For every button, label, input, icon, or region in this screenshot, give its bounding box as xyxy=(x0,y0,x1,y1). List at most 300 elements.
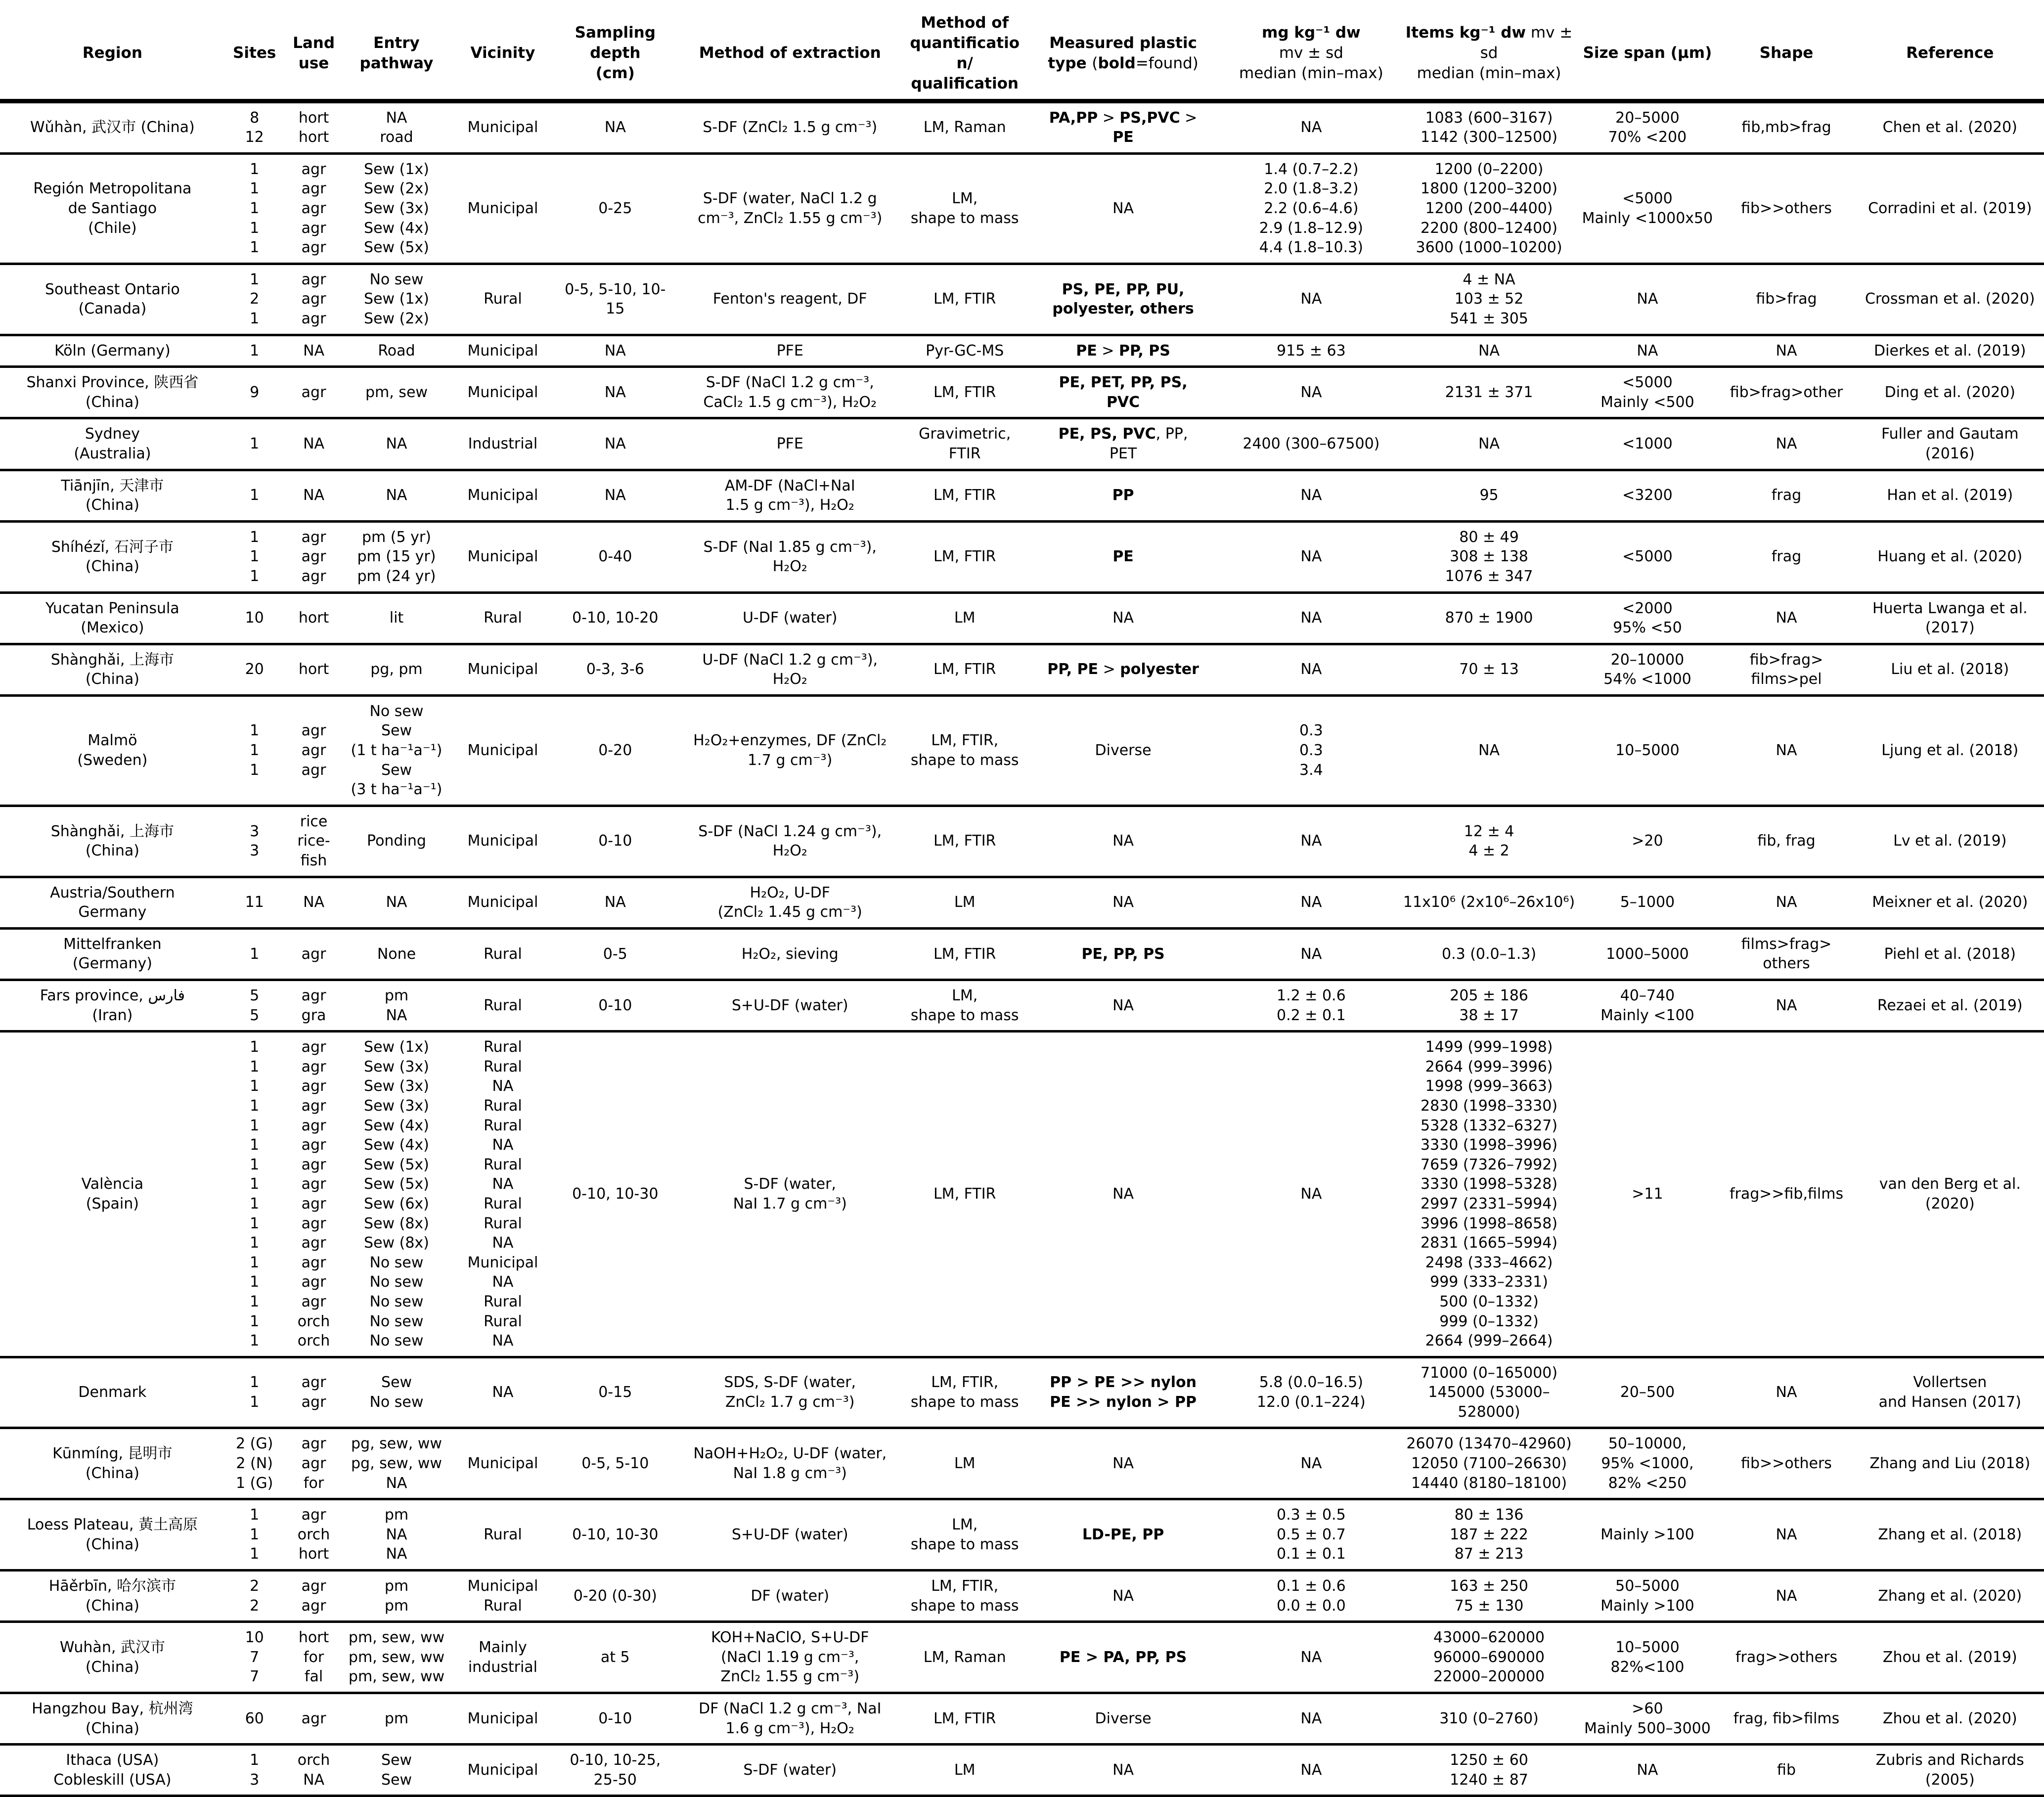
cell-line: 0-20 xyxy=(598,742,632,760)
cell-line: U-DF (NaCl 1.2 g cm⁻³), xyxy=(702,651,878,669)
cell-line: Diverse xyxy=(1095,1709,1152,1727)
cell-line: Rural xyxy=(484,1058,522,1076)
table-row xyxy=(0,367,2044,418)
cell-line: Germany xyxy=(78,903,147,921)
cell-land xyxy=(284,644,344,695)
table-row xyxy=(0,980,2044,1032)
cell-line: pm, sew, ww xyxy=(348,1629,445,1647)
cell-line: agr xyxy=(301,742,326,760)
cell-mg xyxy=(1222,470,1400,521)
cell-line: 1 xyxy=(250,1545,260,1563)
cell-shape xyxy=(1717,806,1856,877)
cell-line: Mainly <1000x50 xyxy=(1582,209,1713,227)
cell-line: 870 ± 1900 xyxy=(1445,609,1533,627)
cell-extraction xyxy=(674,1428,905,1499)
cell-line: Sydney xyxy=(85,425,140,443)
cell-plastic xyxy=(1024,1499,1222,1571)
cell-line: (1 t ha⁻¹a⁻¹) xyxy=(351,742,443,760)
cell-line: Han et al. (2019) xyxy=(1887,487,2013,504)
cell-line: Rural xyxy=(484,1117,522,1134)
cell-line: LM xyxy=(954,609,976,627)
cell-line: 1 xyxy=(250,487,260,504)
header-depth xyxy=(556,0,674,101)
cell-mg xyxy=(1222,264,1400,335)
cell-extraction xyxy=(674,695,905,806)
cell-line: 43000–620000 xyxy=(1433,1629,1545,1647)
cell-vicinity xyxy=(449,153,556,264)
cell-line: <5000 xyxy=(1622,190,1673,208)
cell-line: at 5 xyxy=(600,1648,630,1666)
cell-line: PS, PE, PP, PU, xyxy=(1062,280,1185,298)
bold-text-segment: PE xyxy=(1076,342,1097,359)
cell-line: Yucatan Peninsula xyxy=(45,599,179,617)
cell-line: agr xyxy=(301,548,326,566)
cell-line: Cobleskill (USA) xyxy=(53,1771,172,1789)
cell-vicinity xyxy=(449,644,556,695)
cell-line: pg, sew, ww xyxy=(351,1455,442,1473)
cell-line: 96000–690000 xyxy=(1433,1648,1545,1666)
cell-line: Sampling depth xyxy=(575,24,656,62)
cell-line: NA xyxy=(1300,1455,1322,1473)
header-region xyxy=(0,0,225,101)
cell-line: Mainly <100 xyxy=(1600,1006,1694,1024)
cell-line: hort xyxy=(298,1545,329,1563)
cell-vicinity xyxy=(449,101,556,153)
cell-line: 38 ± 17 xyxy=(1459,1006,1519,1024)
table-header xyxy=(0,0,2044,101)
cell-line: 70 ± 13 xyxy=(1459,661,1519,678)
cell-line: Sew (5x) xyxy=(364,239,429,257)
cell-size xyxy=(1578,1622,1717,1693)
cell-line: Municipal xyxy=(467,119,538,136)
cell-line: Vicinity xyxy=(470,44,535,62)
cell-line: Zhang et al. (2020) xyxy=(1878,1587,2022,1605)
cell-line: 5 xyxy=(250,1006,260,1024)
cell-line: fib, frag xyxy=(1757,832,1816,850)
cell-line: 1 xyxy=(250,567,260,585)
cell-line: 7659 (7326–7992) xyxy=(1421,1156,1558,1173)
table-row xyxy=(0,521,2044,592)
cell-quant xyxy=(905,1499,1024,1571)
cell-line: NA xyxy=(1478,435,1500,453)
cell-line: Fenton's reagent, DF xyxy=(712,290,867,308)
cell-land xyxy=(284,592,344,644)
cell-land xyxy=(284,1357,344,1428)
cell-line: rice xyxy=(300,812,328,830)
cell-extraction xyxy=(674,806,905,877)
cell-line: Shanxi Province, 陕西省 xyxy=(26,374,199,392)
cell-shape xyxy=(1717,1032,1856,1357)
cell-line: shape to mass xyxy=(910,209,1019,227)
cell-line: NA xyxy=(1112,1185,1134,1203)
cell-line: NA xyxy=(1300,1185,1322,1203)
cell-line: 4 ± NA xyxy=(1463,270,1515,288)
cell-line: Method of extraction xyxy=(699,44,881,62)
cell-line: Sew (3x) xyxy=(364,200,429,217)
cell-line: Sew (1x) xyxy=(364,290,429,308)
cell-line: NA xyxy=(1300,487,1322,504)
cell-line: 5–1000 xyxy=(1620,894,1675,911)
bold-text-segment: PA,PP xyxy=(1049,109,1098,127)
cell-line: Huerta Lwanga et al. xyxy=(1872,599,2028,617)
cell-line: S-DF (ZnCl₂ 1.5 g cm⁻³) xyxy=(703,119,878,136)
cell-mg xyxy=(1222,418,1400,470)
cell-line: Sew (5x) xyxy=(364,1156,429,1173)
cell-size xyxy=(1578,367,1717,418)
cell-entry xyxy=(343,1032,449,1357)
cell-line: NA xyxy=(386,1006,407,1024)
cell-vicinity xyxy=(449,264,556,335)
cell-size xyxy=(1578,335,1717,367)
cell-quant xyxy=(905,806,1024,877)
cell-line: LM, FTIR xyxy=(933,290,996,308)
cell-land xyxy=(284,980,344,1032)
cell-depth xyxy=(556,335,674,367)
cell-line: 2.9 (1.8–12.9) xyxy=(1259,219,1363,237)
cell-line: Rural xyxy=(484,1526,522,1543)
cell-line: LM xyxy=(954,894,976,911)
cell-line: 80 ± 136 xyxy=(1454,1506,1524,1524)
cell-line: 20–5000 xyxy=(1615,109,1680,127)
cell-line: Vollertsen xyxy=(1913,1374,1987,1392)
cell-line: Lv et al. (2019) xyxy=(1893,832,2007,850)
cell-ref xyxy=(1856,1693,2044,1745)
cell-mg xyxy=(1222,592,1400,644)
cell-line: (China) xyxy=(85,1535,139,1553)
cell-plastic xyxy=(1024,335,1222,367)
cell-mg xyxy=(1222,1571,1400,1622)
cell-line: 1200 (0–2200) xyxy=(1434,160,1544,178)
cell-ref xyxy=(1856,101,2044,153)
cell-vicinity xyxy=(449,1571,556,1622)
cell-line: PE, PP, PS xyxy=(1081,945,1165,963)
cell-line: 10–5000 xyxy=(1615,1639,1680,1657)
header-size xyxy=(1578,0,1717,101)
cell-line: 0-10 xyxy=(598,996,632,1014)
cell-quant xyxy=(905,1622,1024,1693)
table-row xyxy=(0,101,2044,153)
cell-line: agr xyxy=(301,1577,326,1595)
cell-line: agr xyxy=(301,1273,326,1291)
header-row xyxy=(0,0,2044,101)
cell-vicinity xyxy=(449,470,556,521)
cell-line: NA xyxy=(492,1332,514,1350)
text-segment: =found) xyxy=(1135,54,1199,72)
cell-region xyxy=(0,1745,225,1796)
cell-line: NA xyxy=(1112,609,1134,627)
header-vicinity xyxy=(449,0,556,101)
cell-entry xyxy=(343,1622,449,1693)
cell-line xyxy=(1027,53,1219,74)
cell-line: 71000 (0–165000) xyxy=(1421,1364,1558,1382)
cell-line: 1 xyxy=(250,1097,260,1115)
table-row xyxy=(0,1499,2044,1571)
cell-items xyxy=(1400,806,1578,877)
cell-line: agr xyxy=(301,1195,326,1213)
cell-line: fib xyxy=(1777,1761,1796,1779)
cell-line: Rural xyxy=(484,945,522,963)
cell-line: 1 xyxy=(250,1273,260,1291)
cell-sites xyxy=(225,644,284,695)
cell-sites xyxy=(225,1499,284,1571)
cell-land xyxy=(284,1032,344,1357)
cell-line: Loess Plateau, 黃土高原 xyxy=(27,1516,198,1534)
cell-quant xyxy=(905,153,1024,264)
cell-entry xyxy=(343,1571,449,1622)
cell-line: 1 xyxy=(250,1526,260,1543)
header-land xyxy=(284,0,344,101)
cell-line: NA xyxy=(1112,1761,1134,1779)
cell-sites xyxy=(225,928,284,980)
cell-region xyxy=(0,470,225,521)
cell-line: (Sweden) xyxy=(77,751,148,769)
cell-entry xyxy=(343,806,449,877)
cell-size xyxy=(1578,1499,1717,1571)
cell-line: 12050 (7100–26630) xyxy=(1411,1455,1567,1473)
table-row xyxy=(0,695,2044,806)
table-row xyxy=(0,1745,2044,1796)
cell-items xyxy=(1400,592,1578,644)
cell-line: FTIR xyxy=(948,445,981,462)
cell-line: Sew (1x) xyxy=(364,160,429,178)
cell-line: 2200 (800–12400) xyxy=(1421,219,1558,237)
cell-entry xyxy=(343,695,449,806)
cell-line: 500 (0–1332) xyxy=(1439,1293,1539,1310)
cell-line: NA xyxy=(386,487,407,504)
cell-line: de Santiago xyxy=(68,200,157,217)
cell-line: (Germany) xyxy=(72,955,153,973)
cell-line: agr xyxy=(301,1254,326,1271)
cell-line: NA xyxy=(1300,1648,1322,1666)
cell-line: 1076 ± 347 xyxy=(1445,567,1533,585)
cell-line: DF (NaCl 1.2 g cm⁻³, NaI xyxy=(699,1700,882,1717)
cell-line: Sew (1x) xyxy=(364,1038,429,1056)
cell-line: Rural xyxy=(484,290,522,308)
cell-line: Sew (8x) xyxy=(364,1214,429,1232)
cell-line: 1 xyxy=(250,1312,260,1330)
cell-line: Shànghǎi, 上海市 xyxy=(50,651,175,669)
cell-line: use xyxy=(298,54,329,72)
cell-ref xyxy=(1856,418,2044,470)
cell-line: 1 xyxy=(250,548,260,566)
cell-line: Land xyxy=(293,34,335,52)
cell-line: pm xyxy=(384,1709,409,1727)
cell-entry xyxy=(343,1499,449,1571)
cell-line: 2664 (999–2664) xyxy=(1425,1332,1553,1350)
cell-line: 1.7 g cm⁻³) xyxy=(748,751,833,769)
cell-line: NA xyxy=(492,1078,514,1095)
cell-line: 0-10, 10-25, 25-50 xyxy=(570,1752,661,1789)
cell-plastic xyxy=(1024,1693,1222,1745)
cell-entry xyxy=(343,928,449,980)
cell-line: LD-PE, PP xyxy=(1082,1526,1164,1543)
cell-depth xyxy=(556,153,674,264)
cell-line: NA xyxy=(1478,342,1500,359)
cell-line: 26070 (13470–42960) xyxy=(1406,1435,1572,1453)
table-row xyxy=(0,264,2044,335)
cell-line: 2400 (300–67500) xyxy=(1243,435,1380,453)
cell-line: 3330 (1998–3996) xyxy=(1421,1136,1558,1154)
cell-line: 2 xyxy=(250,1577,260,1595)
cell-size xyxy=(1578,1428,1717,1499)
cell-ref xyxy=(1856,877,2044,928)
cell-items xyxy=(1400,470,1578,521)
cell-sites xyxy=(225,1622,284,1693)
cell-depth xyxy=(556,695,674,806)
cell-line: NA xyxy=(386,109,407,127)
cell-line: Southeast Ontario xyxy=(44,280,180,298)
cell-land xyxy=(284,153,344,264)
cell-plastic xyxy=(1024,264,1222,335)
cell-line: NA xyxy=(303,894,325,911)
cell-line: LM, xyxy=(952,190,978,208)
cell-line: NA xyxy=(1776,435,1797,453)
cell-depth xyxy=(556,1622,674,1693)
table-row xyxy=(0,418,2044,470)
cell-line: Sew (6x) xyxy=(364,1195,429,1213)
header-quant xyxy=(905,0,1024,101)
cell-line: 1 xyxy=(250,310,260,327)
cell-items xyxy=(1400,335,1578,367)
cell-shape xyxy=(1717,470,1856,521)
cell-extraction xyxy=(674,980,905,1032)
cell-extraction xyxy=(674,1032,905,1357)
cell-line: fib>frag>other xyxy=(1730,383,1843,401)
cell-line: NA xyxy=(386,1545,407,1563)
cell-vicinity xyxy=(449,521,556,592)
cell-line: 4 ± 2 xyxy=(1468,842,1510,860)
cell-line: Shape xyxy=(1759,44,1814,62)
cell-line: pm xyxy=(384,987,409,1004)
cell-line: Method of xyxy=(921,14,1009,32)
cell-line: NA xyxy=(1300,894,1322,911)
cell-line: 1 xyxy=(250,722,260,740)
cell-line: 103 ± 52 xyxy=(1454,290,1524,308)
cell-line: LM, FTIR, xyxy=(931,1577,999,1595)
cell-line: (China) xyxy=(85,496,139,514)
cell-line: 999 (0–1332) xyxy=(1439,1312,1539,1330)
cell-line: 1 xyxy=(250,239,260,257)
header-ref xyxy=(1856,0,2044,101)
cell-line: S-DF (water) xyxy=(743,1761,837,1779)
cell-line: NA xyxy=(1776,894,1797,911)
cell-line: 1 xyxy=(250,1058,260,1076)
cell-line: (Spain) xyxy=(86,1195,139,1213)
cell-line: Road xyxy=(378,342,415,359)
cell-line: agr xyxy=(301,1156,326,1173)
cell-items xyxy=(1400,153,1578,264)
cell-line: NA xyxy=(386,894,407,911)
cell-line: 10 xyxy=(245,609,264,627)
cell-line: 2.2 (0.6–4.6) xyxy=(1264,200,1359,217)
cell-entry xyxy=(343,1745,449,1796)
cell-line: fib>frag> xyxy=(1749,651,1823,669)
cell-region xyxy=(0,1032,225,1357)
cell-line: pm xyxy=(384,1577,409,1595)
cell-items xyxy=(1400,695,1578,806)
cell-line: (China) xyxy=(85,1658,139,1676)
cell-line: agr xyxy=(301,1117,326,1134)
cell-line: 0-10, 10-30 xyxy=(572,1185,659,1203)
cell-line: agr xyxy=(301,1078,326,1095)
cell-items xyxy=(1400,877,1578,928)
cell-line: (China) xyxy=(85,1597,139,1615)
cell-line: Piehl et al. (2018) xyxy=(1884,945,2016,963)
cell-depth xyxy=(556,521,674,592)
cell-line: 0-40 xyxy=(598,548,632,566)
cell-line: NA xyxy=(1776,996,1797,1014)
cell-size xyxy=(1578,644,1717,695)
cell-mg xyxy=(1222,1032,1400,1357)
cell-line: U-DF (water) xyxy=(742,609,838,627)
cell-line: NA xyxy=(1112,1455,1134,1473)
cell-line: NA xyxy=(1300,945,1322,963)
cell-shape xyxy=(1717,264,1856,335)
cell-line: No sew xyxy=(369,702,424,720)
table-row xyxy=(0,335,2044,367)
cell-line: Municipal xyxy=(467,487,538,504)
cell-line: NA xyxy=(604,894,626,911)
cell-region xyxy=(0,1357,225,1428)
cell-quant xyxy=(905,877,1024,928)
cell-region xyxy=(0,101,225,153)
cell-line: shape to mass xyxy=(910,751,1019,769)
cell-line: Rural xyxy=(484,1293,522,1310)
cell-line: 1 xyxy=(250,1214,260,1232)
cell-ref xyxy=(1856,928,2044,980)
cell-size xyxy=(1578,418,1717,470)
cell-size xyxy=(1578,806,1717,877)
cell-line: Hangzhou Bay, 杭州湾 xyxy=(32,1700,193,1717)
cell-line: <5000 xyxy=(1622,374,1673,392)
cell-mg xyxy=(1222,980,1400,1032)
cell-sites xyxy=(225,695,284,806)
cell-line: LM, FTIR xyxy=(933,661,996,678)
cell-line: 1083 (600–3167) xyxy=(1425,109,1553,127)
cell-shape xyxy=(1717,1745,1856,1796)
cell-line: (Australia) xyxy=(74,445,151,462)
cell-sites xyxy=(225,1357,284,1428)
cell-depth xyxy=(556,1745,674,1796)
cell-line: 95% <50 xyxy=(1613,619,1682,637)
cell-line: 1 xyxy=(250,1393,260,1411)
cell-vicinity xyxy=(449,1499,556,1571)
cell-line: NA xyxy=(1300,290,1322,308)
cell-line: 4.4 (1.8–10.3) xyxy=(1259,239,1363,257)
cell-line: Mainly 500–3000 xyxy=(1584,1719,1711,1737)
cell-shape xyxy=(1717,1693,1856,1745)
cell-land xyxy=(284,367,344,418)
cell-quant xyxy=(905,101,1024,153)
cell-line: 1200 (200–4400) xyxy=(1425,200,1553,217)
cell-shape xyxy=(1717,335,1856,367)
cell-line: qualification xyxy=(911,74,1019,92)
cell-line: 3600 (1000–10200) xyxy=(1416,239,1562,257)
cell-items xyxy=(1400,1032,1578,1357)
cell-shape xyxy=(1717,877,1856,928)
cell-line: pm, sew, ww xyxy=(348,1668,445,1686)
cell-line: pm (15 yr) xyxy=(357,548,436,566)
cell-line: NA xyxy=(303,487,325,504)
cell-sites xyxy=(225,1032,284,1357)
cell-line: shape to mass xyxy=(910,1535,1019,1553)
cell-line: Dierkes et al. (2019) xyxy=(1874,342,2026,359)
cell-sites xyxy=(225,470,284,521)
cell-line: NA xyxy=(604,435,626,453)
table-row xyxy=(0,470,2044,521)
cell-line: 5 xyxy=(250,987,260,1004)
cell-line: No sew xyxy=(369,1293,424,1310)
